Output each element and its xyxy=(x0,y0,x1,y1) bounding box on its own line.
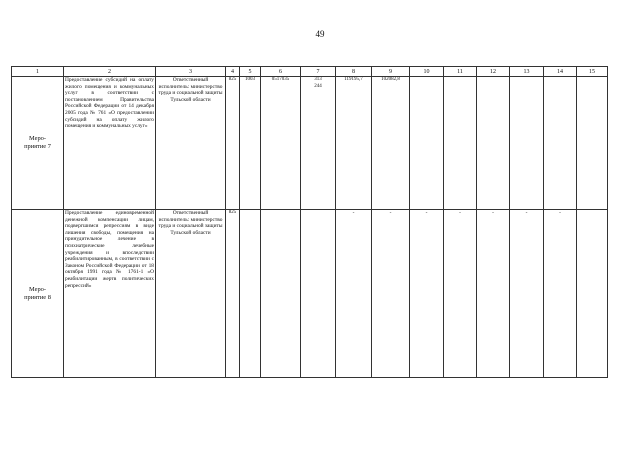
value-cell: - xyxy=(336,210,372,378)
program-table xyxy=(11,66,608,378)
measure-description: Предоставление субсидий на оплату жилого помещения и коммунальных услуг в соответствии с постановлением Правительства Российской Федерации от 14 декабря 2005 года № 761 «О предоставлении субсидий на оплату жилого помещения и коммунальных услуг» xyxy=(64,77,156,210)
executor-cell: Ответственный исполнитель: министерство труда и социальной защиты Тульской области xyxy=(156,210,226,378)
value-cell: 102082,8 xyxy=(372,77,410,210)
value-cell xyxy=(444,77,477,210)
column-header: 5 xyxy=(240,67,261,77)
column-header: 1 xyxy=(12,67,64,77)
value-cell xyxy=(510,77,544,210)
column-header: 13 xyxy=(510,67,544,77)
measure-description: Предоставление единовременной денежной компенсации лицам, подвергшимся репрессиям в виде лишения свободы, помещения на принудительное лечение в психиатрические лечебные учреждения и впоследствии реабилитированным, в соответствии с Законом Российской Федерации от 18 октября 1991 года № 1761-1 «О реабилитации жертв политических репрессий» xyxy=(64,210,156,378)
column-header: 7 xyxy=(301,67,336,77)
value-cell xyxy=(577,210,608,378)
column-header: 11 xyxy=(444,67,477,77)
table-row xyxy=(12,210,608,378)
measure-label: Меро- приятие 8 xyxy=(12,210,64,378)
value-cell: - xyxy=(477,210,510,378)
page-number: 49 xyxy=(315,29,325,39)
expense-type-cell xyxy=(301,210,336,378)
budget-code-cell: 825 xyxy=(226,210,240,378)
column-header: 9 xyxy=(372,67,410,77)
column-header: 12 xyxy=(477,67,510,77)
value-cell xyxy=(410,77,444,210)
measure-label: Меро- приятие 7 xyxy=(12,77,64,210)
column-header: 10 xyxy=(410,67,444,77)
section-code-cell xyxy=(240,210,261,378)
value-cell: - xyxy=(444,210,477,378)
value-cell xyxy=(477,77,510,210)
budget-code-cell: 825 xyxy=(226,77,240,210)
target-article-cell: 0517035 xyxy=(261,77,301,210)
value-cell: - xyxy=(410,210,444,378)
executor-cell: Ответственный исполнитель: министерство труда и социальной защиты Тульской области xyxy=(156,77,226,210)
value-cell: - xyxy=(510,210,544,378)
column-header: 2 xyxy=(64,67,156,77)
column-header: 8 xyxy=(336,67,372,77)
column-header: 6 xyxy=(261,67,301,77)
section-code-cell: 1003 xyxy=(240,77,261,210)
column-header: 15 xyxy=(577,67,608,77)
column-header: 14 xyxy=(544,67,577,77)
value-cell xyxy=(577,77,608,210)
value-cell: 119195,7 xyxy=(336,77,372,210)
column-header: 3 xyxy=(156,67,226,77)
expense-type-cell: 313 244 xyxy=(301,77,336,210)
table-row xyxy=(12,77,608,210)
target-article-cell xyxy=(261,210,301,378)
value-cell xyxy=(544,77,577,210)
column-header: 4 xyxy=(226,67,240,77)
column-number-row xyxy=(12,67,608,77)
value-cell: - xyxy=(544,210,577,378)
value-cell: - xyxy=(372,210,410,378)
